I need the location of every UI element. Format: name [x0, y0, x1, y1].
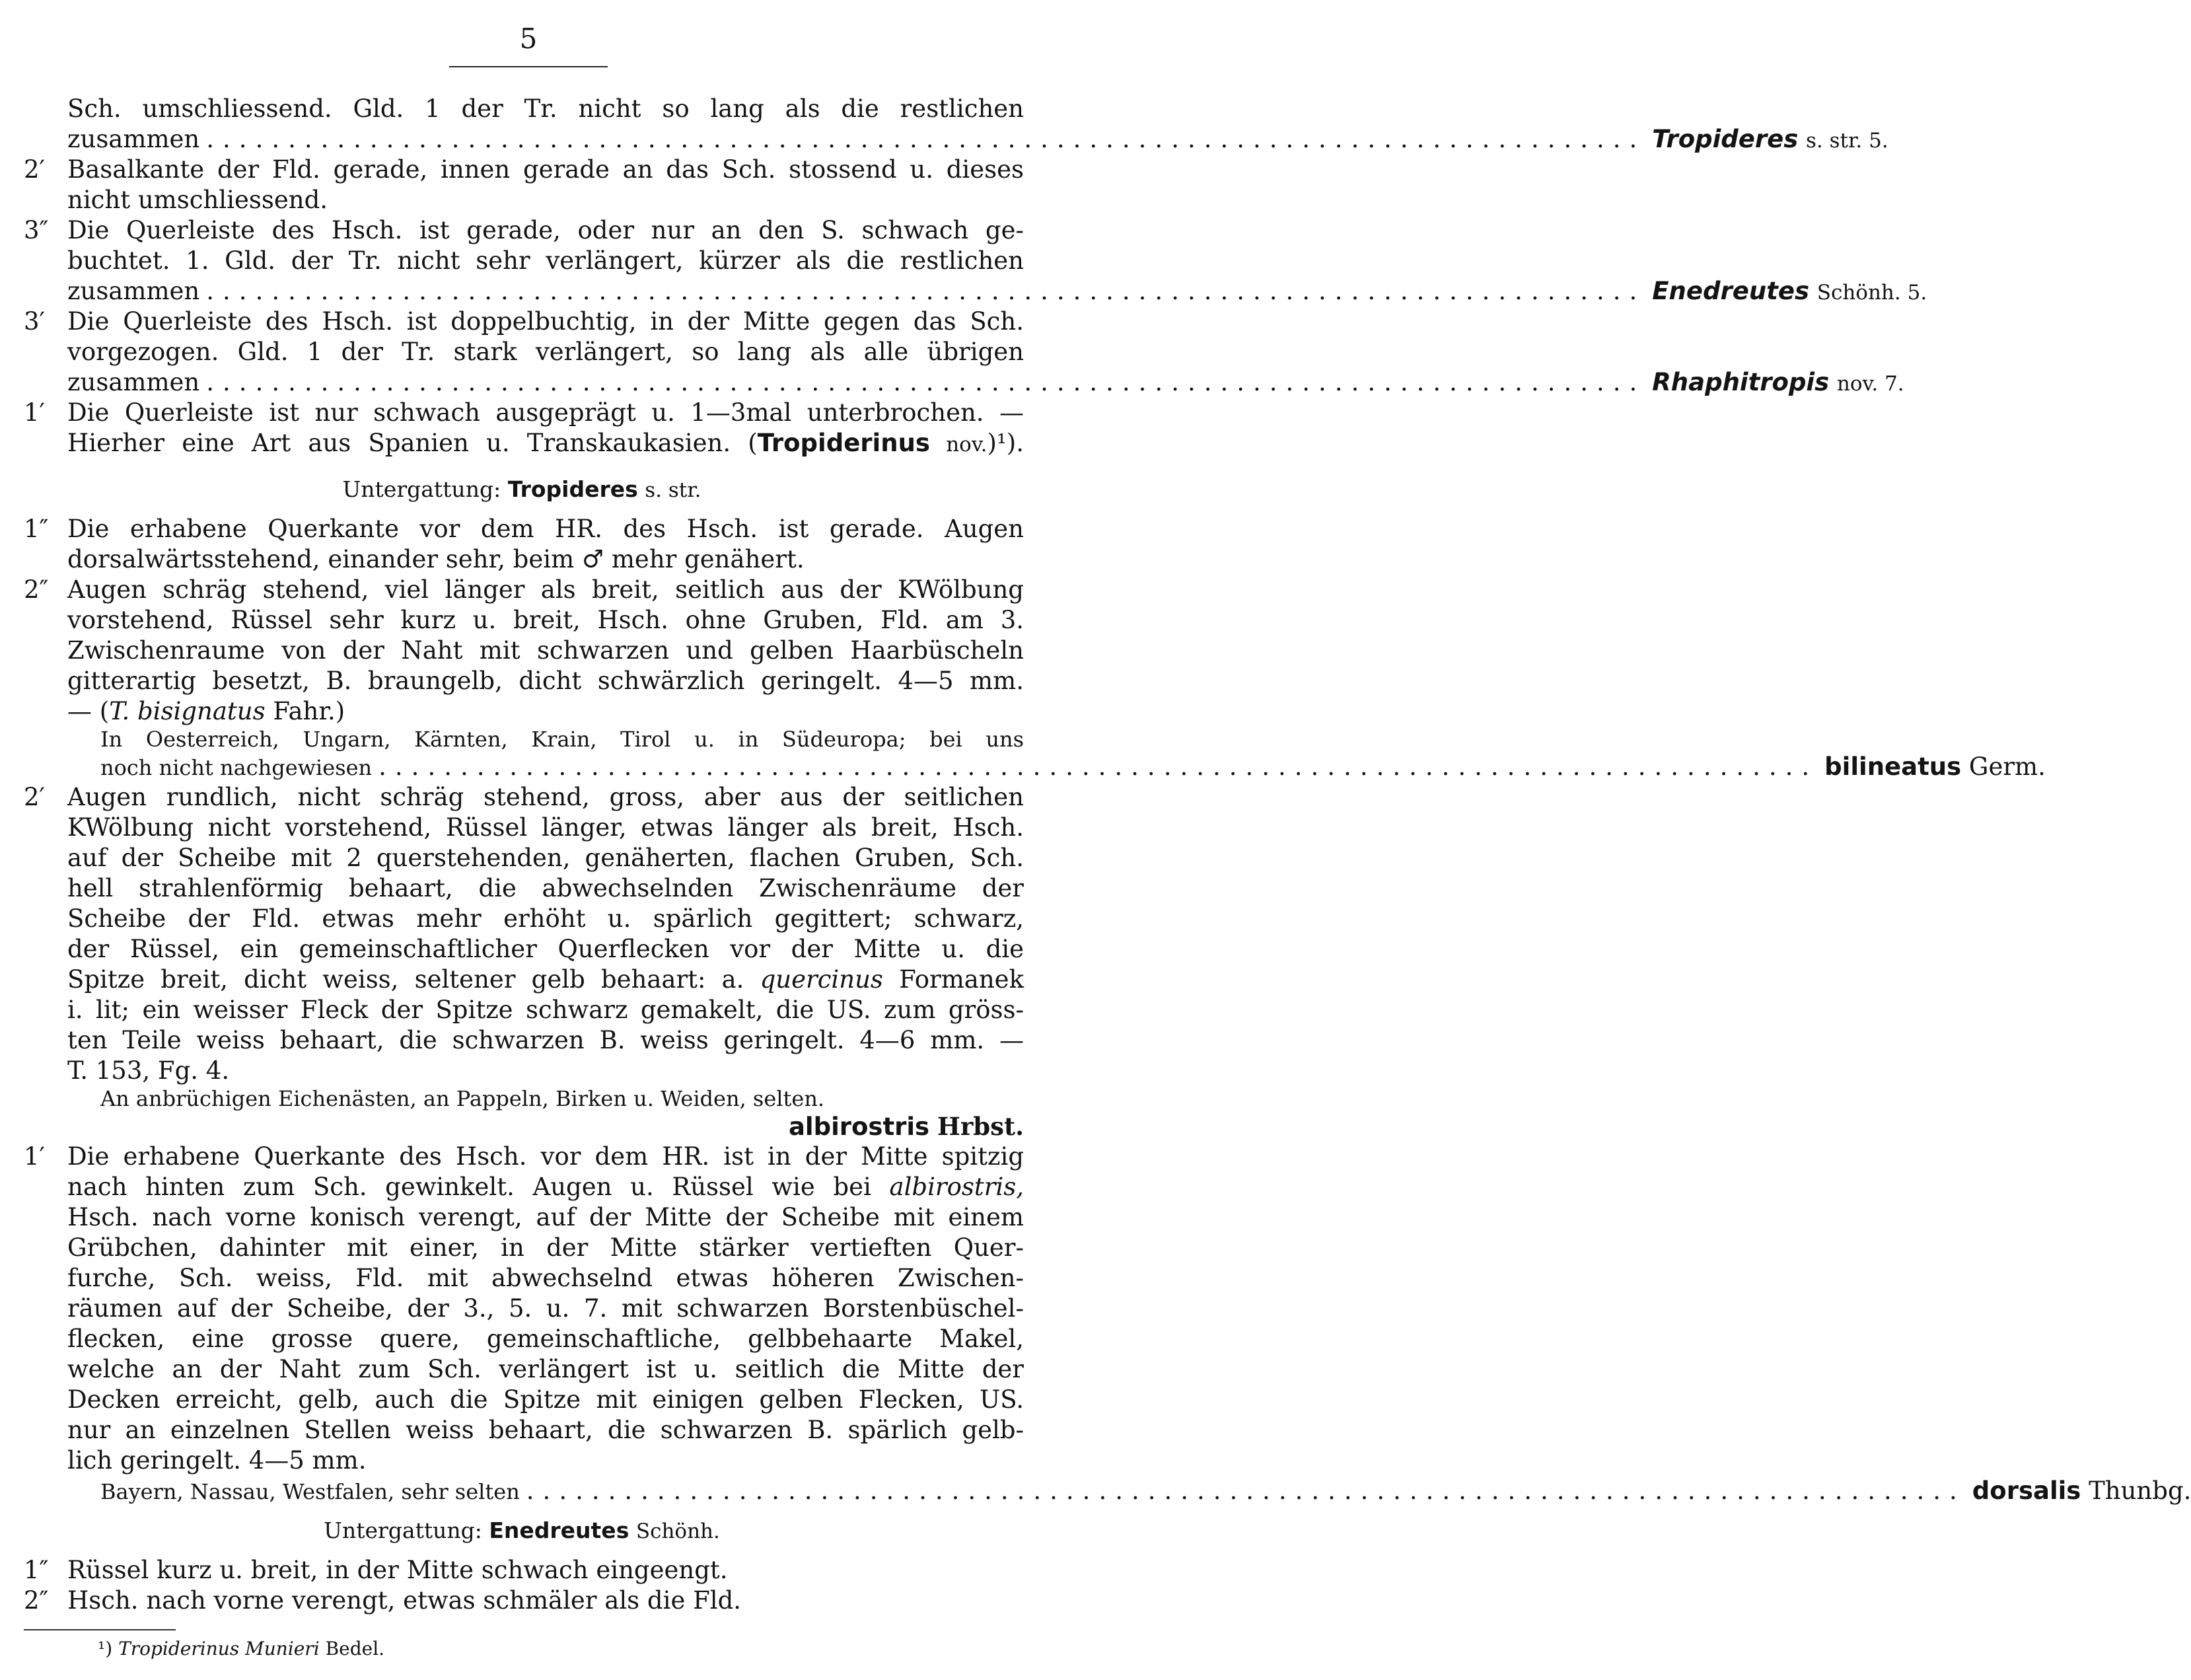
key-line — [24, 305, 1024, 338]
footnote-mark: ¹) — [98, 1638, 113, 1660]
key-number: 2″ — [24, 575, 49, 604]
distribution-text: noch nicht nachgewiesen — [100, 755, 373, 780]
key-text: Die erhabene Querkante des Hsch. vor dem HR. ist in der Mitte spitzig — [67, 1142, 1024, 1171]
key-text: Sch. umschliessend. Gld. 1 der Tr. nicht so lang als die restlichen — [67, 94, 1024, 123]
key-text: räumen auf der Scheibe, der 3., 5. u. 7. mit schwarzen Borstenbüschel- — [67, 1294, 1024, 1323]
aberration-author: Formanek — [882, 965, 1024, 994]
key-line — [24, 427, 1024, 460]
key-text: buchtet. 1. Gld. der Tr. nicht sehr verlängert, kürzer als die restlichen — [67, 246, 1024, 275]
genus-name: Rhaphitropis — [1652, 368, 1830, 396]
leader-dots: ........................................................................................ — [378, 752, 1818, 781]
key-line — [24, 1201, 1024, 1234]
key-line — [24, 1110, 1024, 1143]
key-text: Basalkante der Fld. gerade, innen gerade an das Sch. stossend u. dieses — [67, 155, 1024, 184]
key-line — [24, 1584, 1024, 1617]
species-name: bilineatus — [1824, 752, 1962, 781]
synonym-name: T. bisignatus — [109, 697, 266, 725]
key-text: T. 153, Fg. 4. — [67, 1056, 230, 1085]
key-text: Zwischenraume von der Naht mit schwarzen und gelben Haarbüscheln — [67, 636, 1024, 665]
key-line — [24, 366, 1904, 399]
key-text: nicht umschliessend. — [67, 186, 328, 214]
key-number: 1″ — [24, 515, 49, 543]
key-text: zusammen — [67, 277, 200, 305]
leader-dots: ........................................................................................ — [206, 125, 1646, 153]
key-text: hell strahlenförmig behaart, die abwechselnden Zwischenräume der — [67, 874, 1024, 902]
key-line — [24, 92, 1024, 126]
key-text: zusammen — [67, 125, 200, 153]
key-text: Die Querleiste des Hsch. ist gerade, oder nur an den S. schwach ge- — [67, 216, 1024, 244]
species-author: Hrbst. — [937, 1112, 1024, 1141]
key-text: Die Querleiste ist nur schwach ausgeprägt u. 1—3mal unterbrochen. — — [67, 398, 1024, 427]
species-reference: albirostris, — [871, 1173, 1024, 1201]
key-line — [24, 244, 1024, 277]
key-text: Die Querleiste des Hsch. ist doppelbuchtig, in der Mitte gegen das Sch. — [67, 307, 1024, 336]
key-line — [24, 513, 1024, 546]
key-number: 1′ — [24, 398, 45, 427]
key-line — [24, 933, 1024, 966]
key-line — [24, 1231, 1024, 1264]
key-text: Die erhabene Querkante vor dem HR. des Hsch. ist gerade. Augen — [67, 515, 1024, 543]
key-text: Decken erreicht, gelb, auch die Spitze mit einigen gelben Flecken, US. — [67, 1385, 1024, 1414]
key-line — [24, 604, 1024, 637]
leader-dots: ........................................................................................ — [526, 1477, 1966, 1505]
key-text: nach hinten zum Sch. gewinkelt. Augen u. Rüssel wie bei — [67, 1173, 871, 1201]
key-line — [24, 573, 1024, 606]
key-text: nur an einzelnen Stellen weiss behaart, die schwarzen B. spärlich gelb- — [67, 1416, 1024, 1444]
key-text: KWölbung nicht vorstehend, Rüssel länger, etwas länger als breit, Hsch. — [67, 813, 1024, 842]
key-text: vorstehend, Rüssel sehr kurz u. breit, Hsch. ohne Gruben, Fld. am 3. — [67, 606, 1024, 634]
genus-name: Tropiderinus — [757, 429, 930, 457]
key-text: furche, Sch. weiss, Fld. mit abwechselnd etwas höheren Zwischen- — [67, 1264, 1024, 1292]
key-line — [24, 1554, 1024, 1587]
key-text: Augen schräg stehend, viel länger als breit, seitlich aus der KWölbung — [67, 575, 1024, 604]
key-text: dorsalwärtsstehend, einander sehr, beim ♂ mehr genähert. — [67, 545, 805, 573]
key-text: Hsch. nach vorne verengt, etwas schmäler als die Fld. — [67, 1586, 742, 1615]
subgenus-author: Schönh. — [635, 1519, 720, 1543]
key-line — [24, 1353, 1024, 1386]
subgenus-name: Enedreutes — [489, 1517, 629, 1543]
aberration-name: quercinus — [744, 965, 883, 994]
genus-author: s. str. 5. — [1806, 129, 1888, 153]
genus-author: Schönh. 5. — [1816, 281, 1927, 305]
key-text: der Rüssel, ein gemeinschaftlicher Querflecken vor der Mitte u. die — [67, 935, 1024, 963]
genus-name: Enedreutes — [1652, 277, 1809, 305]
key-text: Hsch. nach vorne konisch verengt, auf der Mitte der Scheibe mit einem — [67, 1203, 1024, 1231]
key-text: i. lit; ein weisser Fleck der Spitze schwarz gemakelt, die US. zum gröss- — [67, 996, 1024, 1024]
synonym-author: Fahr.) — [265, 697, 345, 725]
key-line — [24, 811, 1024, 844]
key-line — [24, 1323, 1024, 1356]
footnote-rule — [24, 1629, 176, 1630]
key-text: zusammen — [67, 368, 200, 396]
key-line — [24, 781, 1024, 814]
key-line — [24, 750, 2046, 784]
key-line — [24, 1292, 1024, 1325]
footnote-species: Munieri — [245, 1638, 320, 1660]
key-line — [24, 123, 1888, 156]
distribution-text: An anbrüchigen Eichenästen, an Pappeln, Birken u. Weiden, selten. — [100, 1086, 825, 1111]
subgenus-author: s. str. — [645, 478, 701, 502]
key-line — [24, 1171, 1024, 1204]
genus-name: Tropideres — [1652, 125, 1799, 153]
key-line — [24, 963, 1024, 996]
genus-author: nov. 7. — [1836, 372, 1904, 396]
distribution-text: Bayern, Nassau, Westfalen, sehr selten — [100, 1479, 520, 1504]
subgenus-heading — [0, 473, 1044, 506]
key-text: Spitze breit, dicht weiss, seltener gelb behaart: a. — [67, 965, 744, 994]
key-text: auf der Scheibe mit 2 querstehenden, genäherten, flachen Gruben, Sch. — [67, 844, 1024, 872]
key-line — [24, 543, 1024, 576]
key-text: ten Teile weiss behaart, die schwarzen B. weiss geringelt. 4—6 mm. — — [67, 1026, 1024, 1054]
key-line — [24, 1262, 1024, 1295]
subgenus-label: Untergattung: — [342, 476, 501, 502]
leader-dots: ........................................................................................ — [206, 277, 1646, 305]
key-line — [24, 184, 1024, 217]
key-number: 2′ — [24, 155, 45, 184]
key-line — [24, 1475, 2191, 1508]
key-text: Augen rundlich, nicht schräg stehend, gross, aber aus der seitlichen — [67, 783, 1024, 811]
key-line — [24, 902, 1024, 935]
page-number: 5 — [519, 22, 538, 55]
key-line — [24, 336, 1024, 369]
key-number: 3″ — [24, 216, 49, 244]
species-name: albirostris — [788, 1113, 930, 1141]
key-number: 3′ — [24, 307, 45, 336]
key-text: — ( — [67, 697, 110, 725]
leader-dots: ........................................................................................ — [206, 368, 1646, 396]
species-author: Thunbg. — [2089, 1477, 2191, 1505]
key-line — [24, 872, 1024, 905]
distribution-text: In Oesterreich, Ungarn, Kärnten, Krain, Tirol u. in Südeuropa; bei uns — [100, 727, 1024, 752]
key-line — [24, 1414, 1024, 1447]
key-line — [24, 994, 1024, 1027]
footnote-author: Bedel. — [325, 1638, 385, 1660]
footnote-genus: Tropiderinus — [118, 1638, 240, 1660]
key-line — [24, 1444, 1024, 1477]
subgenus-heading — [0, 1514, 1044, 1547]
key-text: flecken, eine grosse quere, gemeinschaftliche, gelbbehaarte Makel, — [67, 1325, 1024, 1353]
key-text: Rüssel kurz u. breit, in der Mitte schwach eingeengt. — [67, 1556, 728, 1584]
key-number: 1″ — [24, 1556, 49, 1584]
key-line — [24, 1024, 1024, 1057]
key-line — [24, 634, 1024, 667]
subgenus-label: Untergattung: — [324, 1517, 482, 1543]
key-text: vorgezogen. Gld. 1 der Tr. stark verlängert, so lang als alle übrigen — [67, 338, 1024, 366]
footnote — [98, 1636, 384, 1662]
species-author: Germ. — [1968, 752, 2046, 781]
key-line — [24, 275, 1927, 308]
key-text: welche an der Naht zum Sch. verlängert ist u. seitlich die Mitte der — [67, 1355, 1024, 1383]
key-text: Scheibe der Fld. etwas mehr erhöht u. spärlich gegittert; schwarz, — [67, 904, 1024, 933]
key-line — [24, 1140, 1024, 1173]
footnote-ref: )¹). — [987, 429, 1024, 457]
species-name: dorsalis — [1972, 1477, 2081, 1505]
subgenus-name: Tropideres — [507, 476, 638, 502]
key-line — [24, 153, 1024, 186]
genus-author: nov. — [929, 433, 988, 457]
key-line — [24, 842, 1024, 875]
key-number: 1′ — [24, 1142, 45, 1171]
key-line — [24, 214, 1024, 247]
key-number: 2″ — [24, 1586, 49, 1615]
key-text: gitterartig besetzt, B. braungelb, dicht schwärzlich geringelt. 4—5 mm. — [67, 667, 1024, 695]
key-text: lich geringelt. 4—5 mm. — [67, 1446, 367, 1475]
key-text: Hierher eine Art aus Spanien u. Transkaukasien. ( — [67, 429, 758, 457]
key-number: 2′ — [24, 783, 45, 811]
key-line — [24, 396, 1024, 429]
header-rule — [449, 66, 608, 67]
key-line — [24, 1383, 1024, 1416]
key-text: Grübchen, dahinter mit einer, in der Mitte stärker vertieften Quer- — [67, 1233, 1024, 1262]
key-line — [24, 665, 1024, 698]
